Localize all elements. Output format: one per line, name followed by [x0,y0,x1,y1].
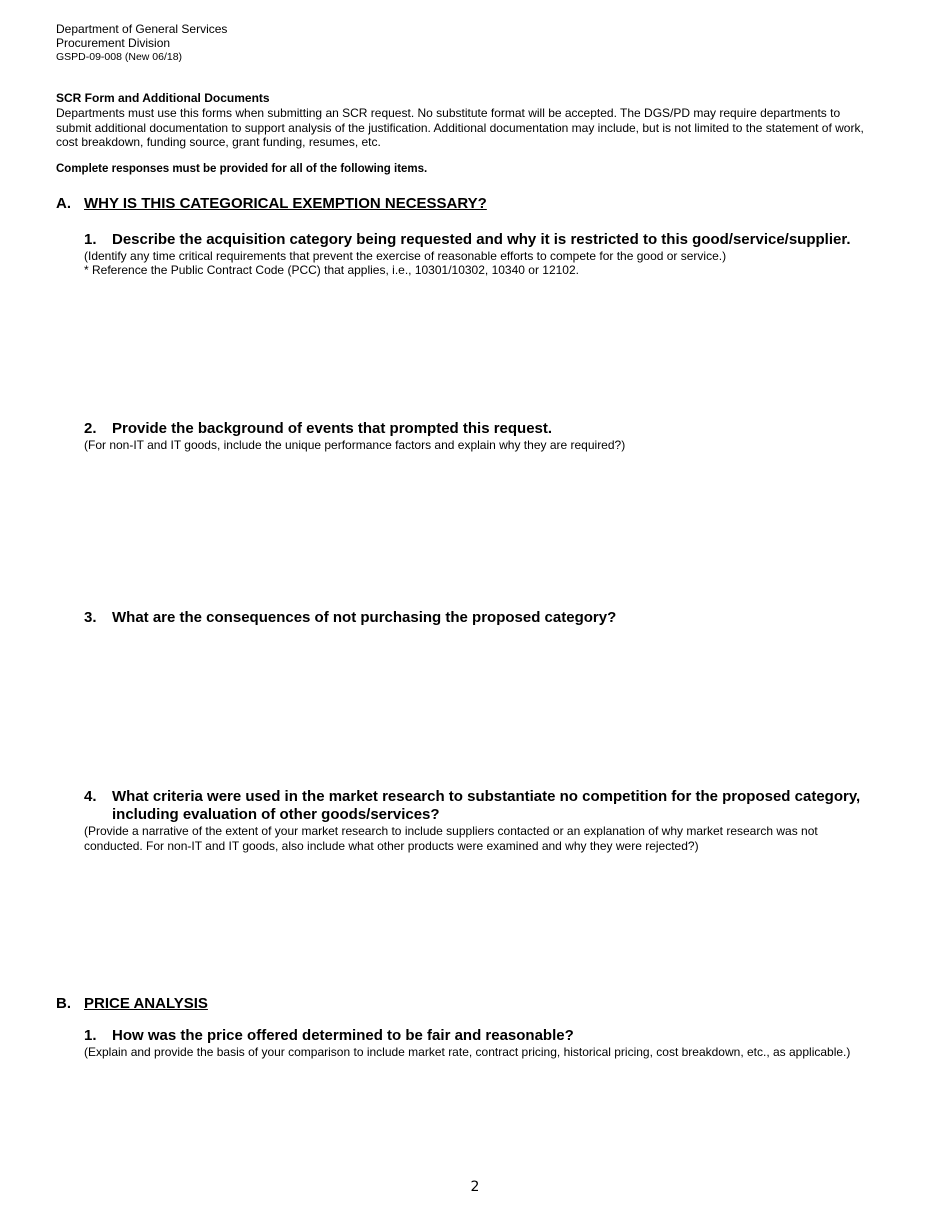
question-a4-note: (Provide a narrative of the extent of your market research to include suppliers contacted or an explanation of why market research was not conducted. For non-IT and IT goods, also include what other products were examined and why they were rejected?) [84,824,818,853]
intro-title: SCR Form and Additional Documents [56,91,270,105]
question-a1-pcc-note: * Reference the Public Contract Code (PCC) that applies, i.e., 10301/10302, 10340 or 12102. [84,263,579,277]
division-name: Procurement Division [56,36,171,50]
page-number: 2 [470,1179,480,1195]
section-a-letter: A. [56,195,71,212]
section-a-title: WHY IS THIS CATEGORICAL EXEMPTION NECESSARY? [84,195,487,212]
question-a2 [84,420,904,438]
question-a1-note: (Identify any time critical requirements that prevent the exercise of reasonable efforts to compete for the good or service.) [84,249,727,263]
department-name: Department of General Services [56,22,228,36]
question-a1 [84,231,904,249]
question-b1-note: (Explain and provide the basis of your comparison to include market rate, contract pricing, historical pricing, cost breakdown, etc., as applicable.) [84,1045,851,1059]
section-b-heading [56,995,208,1012]
question-text: What are the consequences of not purchasing the proposed category? [112,609,617,626]
question-number: 2. [84,420,97,437]
question-number: 3. [84,609,97,626]
section-b-letter: B. [56,995,71,1012]
section-b-title: PRICE ANALYSIS [84,995,208,1012]
question-number: 4. [84,788,97,805]
question-b1 [84,1027,904,1045]
section-a-heading [56,195,487,212]
intro-text: Departments must use this forms when submitting an SCR request. No substitute format will be accepted. The DGS/PD may require departments to submit additional documentation to support analysis of the justification. Additional documentation may include, but is not limited to the statement of work, cost breakdown, funding source, grant funding, resumes, etc. [56,106,864,149]
question-a3 [84,609,904,627]
required-note: Complete responses must be provided for all of the following items. [56,163,428,175]
question-a2-note: (For non-IT and IT goods, include the unique performance factors and explain why they are required?) [84,438,626,452]
question-number: 1. [84,231,97,248]
question-text: How was the price offered determined to be fair and reasonable? [112,1027,574,1044]
question-text: Provide the background of events that prompted this request. [112,420,553,437]
question-text: What criteria were used in the market research to substantiate no competition for the proposed category, including evaluation of other goods/services? [112,788,861,823]
question-text: Describe the acquisition category being requested and why it is restricted to this good/service/supplier. [112,231,851,248]
question-number: 1. [84,1027,97,1044]
form-id: GSPD-09-008 (New 06/18) [56,51,183,63]
question-a4 [84,788,920,824]
